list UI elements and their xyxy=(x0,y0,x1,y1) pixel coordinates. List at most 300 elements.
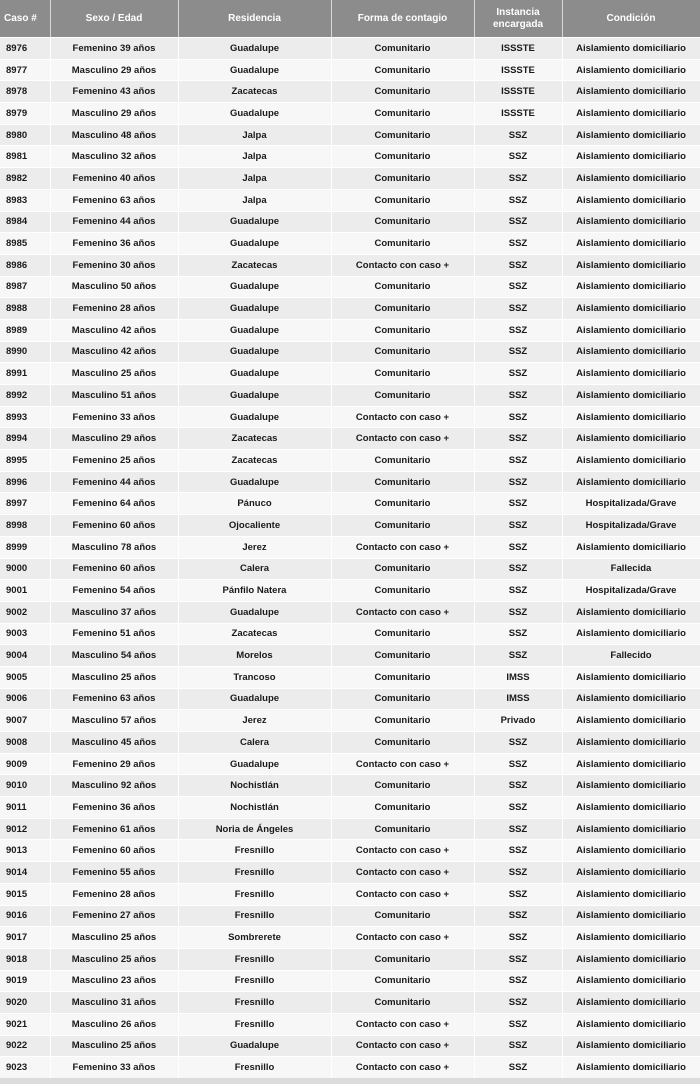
cell-residencia: Guadalupe xyxy=(178,688,331,710)
cell-instancia: SSZ xyxy=(474,189,562,211)
cell-condicion: Aislamiento domiciliario xyxy=(562,753,700,775)
cell-forma-contagio: Comunitario xyxy=(331,645,474,667)
cell-forma-contagio: Comunitario xyxy=(331,710,474,732)
cell-sexo-edad: Femenino 33 años xyxy=(50,1057,178,1079)
cell-sexo-edad: Femenino 60 años xyxy=(50,840,178,862)
cell-instancia: SSZ xyxy=(474,905,562,927)
cell-residencia: Pánuco xyxy=(178,493,331,515)
cell-caso: 9005 xyxy=(0,666,50,688)
cell-instancia: SSZ xyxy=(474,363,562,385)
cell-residencia: Zacatecas xyxy=(178,254,331,276)
cell-residencia: Jalpa xyxy=(178,124,331,146)
table-row xyxy=(0,428,700,450)
cell-condicion: Aislamiento domiciliario xyxy=(562,103,700,125)
cell-residencia: Sombrerete xyxy=(178,927,331,949)
cell-condicion: Aislamiento domiciliario xyxy=(562,168,700,190)
cell-sexo-edad: Femenino 55 años xyxy=(50,862,178,884)
cell-instancia: SSZ xyxy=(474,385,562,407)
cell-condicion: Aislamiento domiciliario xyxy=(562,189,700,211)
cell-forma-contagio: Comunitario xyxy=(331,905,474,927)
cell-caso: 9023 xyxy=(0,1057,50,1079)
cell-instancia: SSZ xyxy=(474,493,562,515)
cell-condicion: Aislamiento domiciliario xyxy=(562,124,700,146)
cell-caso: 9011 xyxy=(0,797,50,819)
cell-residencia: Guadalupe xyxy=(178,363,331,385)
cell-caso: 8988 xyxy=(0,298,50,320)
header-row xyxy=(0,0,700,38)
table-row xyxy=(0,818,700,840)
cell-forma-contagio: Contacto con caso + xyxy=(331,927,474,949)
cell-instancia: SSZ xyxy=(474,276,562,298)
cell-sexo-edad: Masculino 37 años xyxy=(50,601,178,623)
cell-caso: 9008 xyxy=(0,732,50,754)
cell-sexo-edad: Masculino 26 años xyxy=(50,1013,178,1035)
cell-forma-contagio: Comunitario xyxy=(331,276,474,298)
table-row xyxy=(0,341,700,363)
cell-instancia: SSZ xyxy=(474,1035,562,1057)
cell-instancia: SSZ xyxy=(474,818,562,840)
cell-sexo-edad: Masculino 32 años xyxy=(50,146,178,168)
cell-condicion: Aislamiento domiciliario xyxy=(562,948,700,970)
cell-caso: 9014 xyxy=(0,862,50,884)
table-row xyxy=(0,601,700,623)
table-row xyxy=(0,298,700,320)
cell-residencia: Jerez xyxy=(178,536,331,558)
cell-sexo-edad: Femenino 27 años xyxy=(50,905,178,927)
cell-caso: 8993 xyxy=(0,406,50,428)
cell-instancia: ISSSTE xyxy=(474,38,562,60)
cell-sexo-edad: Masculino 51 años xyxy=(50,385,178,407)
cell-forma-contagio: Comunitario xyxy=(331,948,474,970)
table-row xyxy=(0,319,700,341)
cell-condicion: Aislamiento domiciliario xyxy=(562,818,700,840)
table-row xyxy=(0,59,700,81)
cell-condicion: Aislamiento domiciliario xyxy=(562,623,700,645)
table-row xyxy=(0,81,700,103)
cell-forma-contagio: Comunitario xyxy=(331,797,474,819)
cell-sexo-edad: Femenino 40 años xyxy=(50,168,178,190)
cell-condicion: Hospitalizada/Grave xyxy=(562,515,700,537)
cell-residencia: Zacatecas xyxy=(178,623,331,645)
cell-caso: 8980 xyxy=(0,124,50,146)
cell-forma-contagio: Comunitario xyxy=(331,59,474,81)
cell-forma-contagio: Comunitario xyxy=(331,233,474,255)
cell-residencia: Pánfilo Natera xyxy=(178,580,331,602)
table-row xyxy=(0,970,700,992)
cell-sexo-edad: Masculino 57 años xyxy=(50,710,178,732)
cell-forma-contagio: Comunitario xyxy=(331,168,474,190)
cell-caso: 8999 xyxy=(0,536,50,558)
cell-condicion: Aislamiento domiciliario xyxy=(562,428,700,450)
cell-instancia: SSZ xyxy=(474,927,562,949)
cell-forma-contagio: Comunitario xyxy=(331,38,474,60)
cell-condicion: Aislamiento domiciliario xyxy=(562,298,700,320)
cell-condicion: Aislamiento domiciliario xyxy=(562,992,700,1014)
cell-residencia: Calera xyxy=(178,558,331,580)
header-sexo-edad: Sexo / Edad xyxy=(50,0,178,38)
cell-instancia: ISSSTE xyxy=(474,59,562,81)
cell-condicion: Aislamiento domiciliario xyxy=(562,233,700,255)
table-row xyxy=(0,363,700,385)
cell-caso: 9022 xyxy=(0,1035,50,1057)
cell-sexo-edad: Masculino 48 años xyxy=(50,124,178,146)
cell-residencia: Fresnillo xyxy=(178,970,331,992)
cell-sexo-edad: Masculino 25 años xyxy=(50,927,178,949)
cell-sexo-edad: Masculino 45 años xyxy=(50,732,178,754)
cell-sexo-edad: Masculino 54 años xyxy=(50,645,178,667)
cell-sexo-edad: Masculino 42 años xyxy=(50,341,178,363)
cell-caso: 8977 xyxy=(0,59,50,81)
cell-caso: 8985 xyxy=(0,233,50,255)
cell-residencia: Guadalupe xyxy=(178,1035,331,1057)
cell-forma-contagio: Comunitario xyxy=(331,775,474,797)
cell-sexo-edad: Masculino 92 años xyxy=(50,775,178,797)
cell-forma-contagio: Contacto con caso + xyxy=(331,753,474,775)
table-row xyxy=(0,124,700,146)
cell-forma-contagio: Comunitario xyxy=(331,992,474,1014)
cell-residencia: Guadalupe xyxy=(178,276,331,298)
cell-residencia: Jalpa xyxy=(178,146,331,168)
table-row xyxy=(0,840,700,862)
table-row xyxy=(0,732,700,754)
cell-instancia: SSZ xyxy=(474,1057,562,1079)
cell-instancia: SSZ xyxy=(474,168,562,190)
table-row xyxy=(0,775,700,797)
cell-forma-contagio: Comunitario xyxy=(331,341,474,363)
cell-caso: 8976 xyxy=(0,38,50,60)
cell-forma-contagio: Comunitario xyxy=(331,970,474,992)
cell-residencia: Guadalupe xyxy=(178,103,331,125)
header-caso: Caso # xyxy=(0,0,50,38)
cell-caso: 8995 xyxy=(0,450,50,472)
cell-caso: 8981 xyxy=(0,146,50,168)
cell-residencia: Guadalupe xyxy=(178,211,331,233)
cell-forma-contagio: Comunitario xyxy=(331,493,474,515)
cell-sexo-edad: Femenino 30 años xyxy=(50,254,178,276)
table-header xyxy=(0,0,700,38)
cell-instancia: SSZ xyxy=(474,580,562,602)
cell-caso: 9020 xyxy=(0,992,50,1014)
cell-caso: 9010 xyxy=(0,775,50,797)
table-row xyxy=(0,927,700,949)
cell-caso: 9009 xyxy=(0,753,50,775)
table-row xyxy=(0,276,700,298)
table-row xyxy=(0,254,700,276)
cell-caso: 9002 xyxy=(0,601,50,623)
table-row xyxy=(0,168,700,190)
cell-residencia: Zacatecas xyxy=(178,81,331,103)
cell-forma-contagio: Contacto con caso + xyxy=(331,883,474,905)
cell-residencia: Guadalupe xyxy=(178,319,331,341)
cell-instancia: SSZ xyxy=(474,948,562,970)
cell-forma-contagio: Comunitario xyxy=(331,818,474,840)
cell-sexo-edad: Masculino 78 años xyxy=(50,536,178,558)
cell-instancia: SSZ xyxy=(474,883,562,905)
cell-forma-contagio: Contacto con caso + xyxy=(331,406,474,428)
cell-instancia: SSZ xyxy=(474,341,562,363)
table-row xyxy=(0,992,700,1014)
table-row xyxy=(0,623,700,645)
cell-condicion: Aislamiento domiciliario xyxy=(562,211,700,233)
cell-condicion: Aislamiento domiciliario xyxy=(562,1013,700,1035)
table-row xyxy=(0,688,700,710)
cell-caso: 8989 xyxy=(0,319,50,341)
cell-forma-contagio: Comunitario xyxy=(331,623,474,645)
cell-condicion: Aislamiento domiciliario xyxy=(562,363,700,385)
cell-forma-contagio: Comunitario xyxy=(331,146,474,168)
cell-sexo-edad: Masculino 29 años xyxy=(50,59,178,81)
cell-residencia: Fresnillo xyxy=(178,948,331,970)
cell-instancia: SSZ xyxy=(474,862,562,884)
table-row xyxy=(0,645,700,667)
cell-caso: 9017 xyxy=(0,927,50,949)
cell-sexo-edad: Femenino 51 años xyxy=(50,623,178,645)
cell-condicion: Aislamiento domiciliario xyxy=(562,385,700,407)
cell-forma-contagio: Comunitario xyxy=(331,688,474,710)
cell-sexo-edad: Femenino 33 años xyxy=(50,406,178,428)
cell-forma-contagio: Comunitario xyxy=(331,471,474,493)
cell-sexo-edad: Femenino 36 años xyxy=(50,233,178,255)
cell-residencia: Nochistlán xyxy=(178,797,331,819)
cell-sexo-edad: Femenino 28 años xyxy=(50,883,178,905)
table-row xyxy=(0,211,700,233)
cell-sexo-edad: Masculino 25 años xyxy=(50,1035,178,1057)
table-row xyxy=(0,493,700,515)
cell-forma-contagio: Comunitario xyxy=(331,298,474,320)
cell-sexo-edad: Femenino 39 años xyxy=(50,38,178,60)
cell-instancia: SSZ xyxy=(474,146,562,168)
cell-residencia: Fresnillo xyxy=(178,992,331,1014)
cell-instancia: SSZ xyxy=(474,211,562,233)
cell-caso: 8998 xyxy=(0,515,50,537)
cell-forma-contagio: Comunitario xyxy=(331,385,474,407)
cell-residencia: Fresnillo xyxy=(178,905,331,927)
cell-condicion: Hospitalizada/Grave xyxy=(562,580,700,602)
table-row xyxy=(0,189,700,211)
cell-sexo-edad: Femenino 36 años xyxy=(50,797,178,819)
cell-condicion: Aislamiento domiciliario xyxy=(562,1057,700,1079)
cell-caso: 9019 xyxy=(0,970,50,992)
table-row xyxy=(0,233,700,255)
cell-sexo-edad: Femenino 43 años xyxy=(50,81,178,103)
cell-instancia: SSZ xyxy=(474,515,562,537)
cell-residencia: Fresnillo xyxy=(178,840,331,862)
cell-residencia: Fresnillo xyxy=(178,1013,331,1035)
cell-residencia: Nochistlán xyxy=(178,775,331,797)
cell-residencia: Jerez xyxy=(178,710,331,732)
bottom-divider xyxy=(0,1078,700,1084)
cell-caso: 9001 xyxy=(0,580,50,602)
cell-condicion: Fallecido xyxy=(562,645,700,667)
header-residencia: Residencia xyxy=(178,0,331,38)
cell-residencia: Fresnillo xyxy=(178,862,331,884)
cell-residencia: Noria de Ángeles xyxy=(178,818,331,840)
cell-caso: 8996 xyxy=(0,471,50,493)
cell-caso: 9006 xyxy=(0,688,50,710)
cell-residencia: Jalpa xyxy=(178,189,331,211)
cell-forma-contagio: Comunitario xyxy=(331,124,474,146)
table-row xyxy=(0,1057,700,1079)
cell-residencia: Fresnillo xyxy=(178,883,331,905)
cell-instancia: Privado xyxy=(474,710,562,732)
cell-caso: 9015 xyxy=(0,883,50,905)
cell-sexo-edad: Femenino 63 años xyxy=(50,189,178,211)
cell-condicion: Aislamiento domiciliario xyxy=(562,840,700,862)
cell-forma-contagio: Comunitario xyxy=(331,319,474,341)
cell-instancia: SSZ xyxy=(474,254,562,276)
table-row xyxy=(0,666,700,688)
cell-forma-contagio: Comunitario xyxy=(331,515,474,537)
table-row xyxy=(0,103,700,125)
cell-residencia: Morelos xyxy=(178,645,331,667)
cell-caso: 8994 xyxy=(0,428,50,450)
table-row xyxy=(0,515,700,537)
table-row xyxy=(0,536,700,558)
cell-residencia: Guadalupe xyxy=(178,753,331,775)
cell-condicion: Aislamiento domiciliario xyxy=(562,319,700,341)
cell-residencia: Guadalupe xyxy=(178,38,331,60)
cell-sexo-edad: Femenino 44 años xyxy=(50,211,178,233)
cell-forma-contagio: Comunitario xyxy=(331,580,474,602)
cell-sexo-edad: Masculino 25 años xyxy=(50,948,178,970)
cell-condicion: Aislamiento domiciliario xyxy=(562,797,700,819)
cell-instancia: SSZ xyxy=(474,970,562,992)
cell-caso: 8986 xyxy=(0,254,50,276)
cell-condicion: Aislamiento domiciliario xyxy=(562,862,700,884)
cell-condicion: Hospitalizada/Grave xyxy=(562,493,700,515)
cell-sexo-edad: Femenino 63 años xyxy=(50,688,178,710)
table-row xyxy=(0,385,700,407)
cell-condicion: Aislamiento domiciliario xyxy=(562,341,700,363)
table-row xyxy=(0,38,700,60)
cell-forma-contagio: Contacto con caso + xyxy=(331,840,474,862)
cell-caso: 8991 xyxy=(0,363,50,385)
table-row xyxy=(0,797,700,819)
cell-instancia: IMSS xyxy=(474,666,562,688)
cell-instancia: IMSS xyxy=(474,688,562,710)
cell-caso: 9018 xyxy=(0,948,50,970)
cell-instancia: SSZ xyxy=(474,753,562,775)
cell-condicion: Aislamiento domiciliario xyxy=(562,1035,700,1057)
cell-forma-contagio: Contacto con caso + xyxy=(331,254,474,276)
cell-forma-contagio: Comunitario xyxy=(331,189,474,211)
table-row xyxy=(0,905,700,927)
cell-condicion: Aislamiento domiciliario xyxy=(562,471,700,493)
cell-condicion: Aislamiento domiciliario xyxy=(562,905,700,927)
cell-condicion: Aislamiento domiciliario xyxy=(562,146,700,168)
cell-sexo-edad: Masculino 23 años xyxy=(50,970,178,992)
cell-forma-contagio: Comunitario xyxy=(331,666,474,688)
cell-condicion: Aislamiento domiciliario xyxy=(562,970,700,992)
cell-sexo-edad: Masculino 42 años xyxy=(50,319,178,341)
cell-caso: 8982 xyxy=(0,168,50,190)
cell-residencia: Guadalupe xyxy=(178,406,331,428)
cell-forma-contagio: Comunitario xyxy=(331,558,474,580)
cell-sexo-edad: Masculino 29 años xyxy=(50,103,178,125)
cell-condicion: Aislamiento domiciliario xyxy=(562,254,700,276)
cell-residencia: Fresnillo xyxy=(178,1057,331,1079)
cell-instancia: ISSSTE xyxy=(474,103,562,125)
cell-forma-contagio: Contacto con caso + xyxy=(331,1035,474,1057)
cell-caso: 8983 xyxy=(0,189,50,211)
table-row xyxy=(0,580,700,602)
cell-instancia: SSZ xyxy=(474,558,562,580)
cell-forma-contagio: Contacto con caso + xyxy=(331,536,474,558)
cell-caso: 9016 xyxy=(0,905,50,927)
cell-instancia: SSZ xyxy=(474,471,562,493)
cell-residencia: Guadalupe xyxy=(178,601,331,623)
cell-caso: 9000 xyxy=(0,558,50,580)
table-row xyxy=(0,1013,700,1035)
cell-sexo-edad: Femenino 60 años xyxy=(50,515,178,537)
cell-instancia: SSZ xyxy=(474,124,562,146)
cell-forma-contagio: Comunitario xyxy=(331,450,474,472)
cell-sexo-edad: Femenino 61 años xyxy=(50,818,178,840)
cell-residencia: Jalpa xyxy=(178,168,331,190)
cell-caso: 9021 xyxy=(0,1013,50,1035)
cell-instancia: SSZ xyxy=(474,992,562,1014)
cell-condicion: Aislamiento domiciliario xyxy=(562,406,700,428)
cell-residencia: Zacatecas xyxy=(178,450,331,472)
cell-instancia: SSZ xyxy=(474,233,562,255)
table-row xyxy=(0,450,700,472)
cell-sexo-edad: Masculino 29 años xyxy=(50,428,178,450)
cell-caso: 8992 xyxy=(0,385,50,407)
cell-sexo-edad: Masculino 25 años xyxy=(50,363,178,385)
cell-instancia: SSZ xyxy=(474,645,562,667)
cell-sexo-edad: Femenino 25 años xyxy=(50,450,178,472)
cell-caso: 8987 xyxy=(0,276,50,298)
cell-condicion: Aislamiento domiciliario xyxy=(562,732,700,754)
cell-sexo-edad: Femenino 64 años xyxy=(50,493,178,515)
cell-condicion: Aislamiento domiciliario xyxy=(562,927,700,949)
cell-residencia: Zacatecas xyxy=(178,428,331,450)
cell-condicion: Aislamiento domiciliario xyxy=(562,276,700,298)
cell-residencia: Trancoso xyxy=(178,666,331,688)
cell-residencia: Calera xyxy=(178,732,331,754)
cell-instancia: SSZ xyxy=(474,840,562,862)
cell-instancia: SSZ xyxy=(474,536,562,558)
cell-sexo-edad: Masculino 50 años xyxy=(50,276,178,298)
cell-caso: 9007 xyxy=(0,710,50,732)
cell-forma-contagio: Contacto con caso + xyxy=(331,601,474,623)
cell-caso: 8984 xyxy=(0,211,50,233)
cell-condicion: Aislamiento domiciliario xyxy=(562,450,700,472)
cell-condicion: Aislamiento domiciliario xyxy=(562,59,700,81)
cell-condicion: Aislamiento domiciliario xyxy=(562,883,700,905)
table-row xyxy=(0,883,700,905)
cell-condicion: Aislamiento domiciliario xyxy=(562,38,700,60)
cell-caso: 9012 xyxy=(0,818,50,840)
table-row xyxy=(0,558,700,580)
table-row xyxy=(0,1035,700,1057)
cell-instancia: ISSSTE xyxy=(474,81,562,103)
cell-forma-contagio: Comunitario xyxy=(331,103,474,125)
cell-caso: 9004 xyxy=(0,645,50,667)
cell-residencia: Guadalupe xyxy=(178,233,331,255)
cell-forma-contagio: Contacto con caso + xyxy=(331,1013,474,1035)
cell-instancia: SSZ xyxy=(474,450,562,472)
cell-condicion: Aislamiento domiciliario xyxy=(562,601,700,623)
table-row xyxy=(0,948,700,970)
cell-sexo-edad: Femenino 28 años xyxy=(50,298,178,320)
cell-forma-contagio: Comunitario xyxy=(331,81,474,103)
cell-instancia: SSZ xyxy=(474,623,562,645)
cell-condicion: Aislamiento domiciliario xyxy=(562,688,700,710)
cell-sexo-edad: Masculino 25 años xyxy=(50,666,178,688)
cell-forma-contagio: Contacto con caso + xyxy=(331,428,474,450)
table-row xyxy=(0,862,700,884)
